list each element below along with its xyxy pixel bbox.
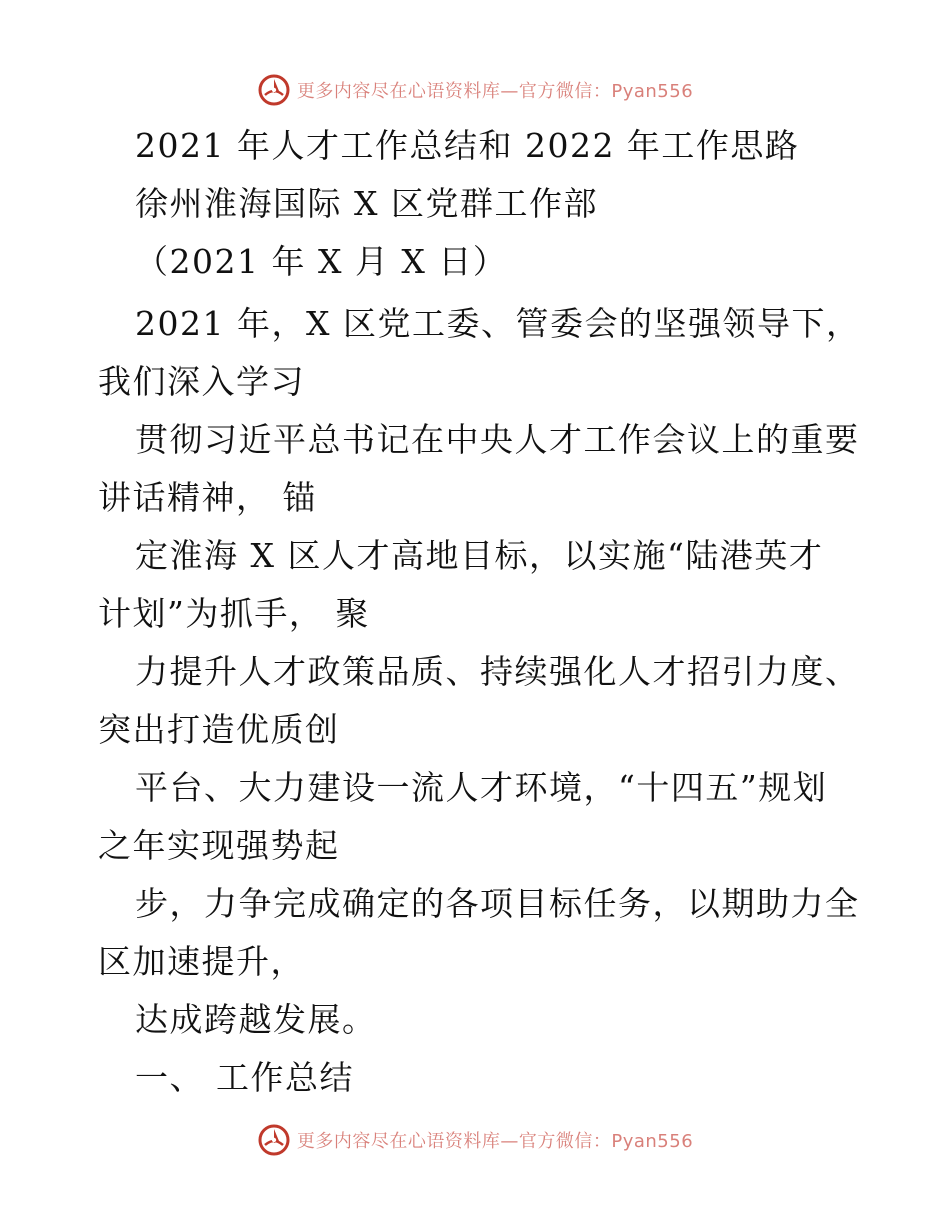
paragraph-line: 2021 年，X 区党工委、管委会的坚强领导下， xyxy=(135,304,861,343)
paragraph-line: 计划”为抓手， 聚 xyxy=(98,594,370,633)
paragraph-line: 定淮海 X 区人才高地目标，以实施“陆港英才 xyxy=(135,536,824,575)
document-author: 徐州淮海国际 X 区党群工作部 xyxy=(135,184,598,223)
paragraph-line: 讲话精神， 锚 xyxy=(98,478,317,517)
section-heading: 一、 工作总结 xyxy=(135,1058,354,1097)
watermark-group xyxy=(257,1123,693,1157)
watermark-text: 更多内容尽在心语资料库—官方微信：Pyan556 xyxy=(296,1131,694,1152)
watermark-banner-top xyxy=(0,70,950,110)
watermark-banner-bottom xyxy=(0,1120,950,1160)
paragraph-line: 平台、大力建设一流人才环境，“十四五”规划 xyxy=(135,768,828,807)
document-title: 2021 年人才工作总结和 2022 年工作思路 xyxy=(135,126,800,165)
book-pen-logo-icon xyxy=(257,1123,291,1157)
book-pen-logo-icon xyxy=(257,73,291,107)
paragraph-line: 突出打造优质创 xyxy=(98,710,340,749)
paragraph-line: 步，力争完成确定的各项目标任务，以期助力全 xyxy=(135,884,860,923)
paragraph-line: 力提升人才政策品质、持续强化人才招引力度、 xyxy=(135,652,860,691)
paragraph-line: 之年实现强势起 xyxy=(98,826,340,865)
paragraph-line: 我们深入学习 xyxy=(98,362,305,401)
paragraph-line: 区加速提升， xyxy=(98,942,305,981)
document-date: （2021 年 X 月 X 日） xyxy=(135,242,508,281)
paragraph-line: 贯彻习近平总书记在中央人才工作会议上的重要 xyxy=(135,420,860,459)
watermark-group xyxy=(257,73,693,107)
watermark-text: 更多内容尽在心语资料库—官方微信：Pyan556 xyxy=(296,81,694,102)
paragraph-line: 达成跨越发展。 xyxy=(135,1000,377,1039)
